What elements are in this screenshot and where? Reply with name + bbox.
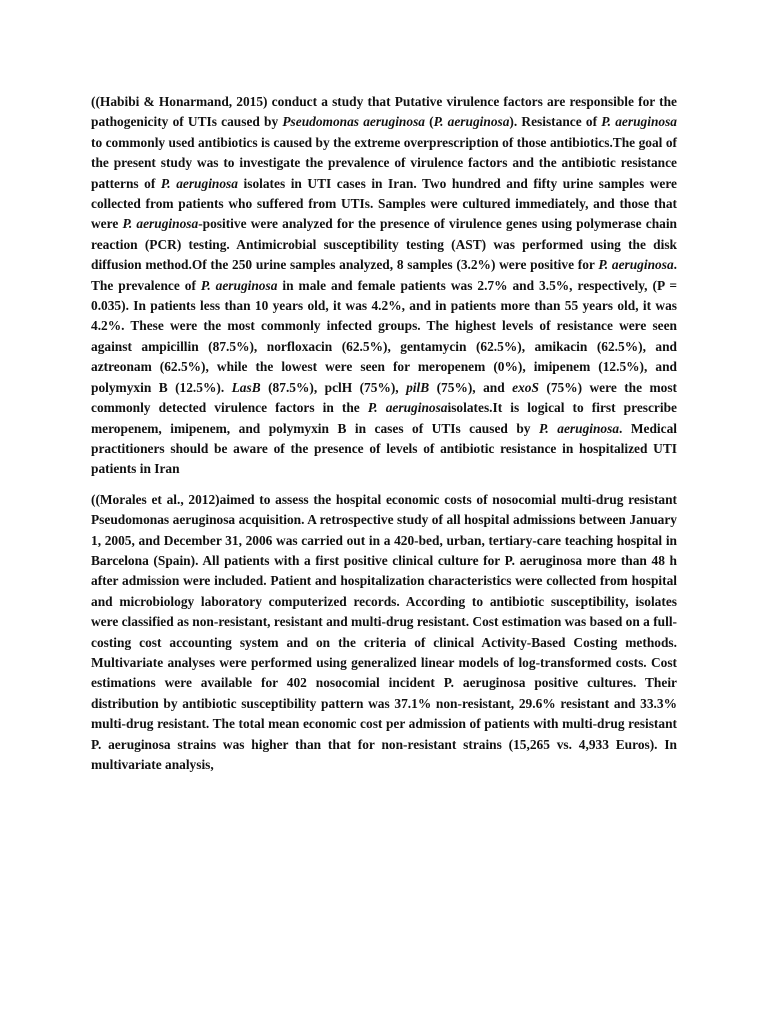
italic-text-run: exoS xyxy=(512,379,539,395)
italic-text-run: P. aeruginosa xyxy=(433,114,510,130)
italic-text-run: P. aeruginosa xyxy=(598,257,674,273)
text-run: (75%), and xyxy=(429,379,513,395)
italic-text-run: P. aeruginosa xyxy=(601,114,677,130)
text-run: to commonly used antibiotics is caused by the extreme overprescription of those antibiotics.The goal of the present study was to investigate the prevalence of virulence factors and the antibiotic resistance patterns of xyxy=(91,114,681,191)
text-run: isolates in UTI cases in Iran. Two hundred and fifty urine samples were collected from patients who suffered from UTIs. Samples were cultured immediately, and those that were xyxy=(91,175,681,232)
text-run: . The prevalence of xyxy=(91,257,681,293)
text-run: ((Morales et al., 2012)aimed to assess the hospital economic costs of nosocomial multi-drug resistant Pseudomonas aeruginosa acquisition. A retrospective study of all hospital admissions between January 1, 2005, and December 31, 2006 was carried out in a 420-bed, urban, tertiary-care teaching hospital in Barcelona (Spain). All patients with a first positive clinical culture for P. aeruginosa more than 48 h after admission were included. Patient and hospitalization characteristics were collected from hospital and microbiology laboratory computerized records. According to antibiotic susceptibility, isolates were classified as non-resistant, resistant and multi-drug resistant. Cost estimation was based on a full-costing cost accounting system and on the criteria of clinical Activity-Based Costing methods. Multivariate analyses were performed using generalized linear models of log-transformed costs. Cost estimations were available for 402 nosocomial incident P. aeruginosa positive cultures. Their distribution by antibiotic susceptibility pattern was 37.1% non-resistant, 29.6% resistant and 33.3% multi-drug resistant. The total mean economic cost per admission of patients with multi-drug resistant P. aeruginosa strains was higher than that for non-resistant strains (15,265 vs. 4,933 Euros). In multivariate analysis, xyxy=(91,491,681,772)
document-body xyxy=(91,92,681,785)
italic-text-run: P. aeruginosa xyxy=(200,277,278,293)
text-run: ((Habibi & Honarmand, 2015) conduct a study that Putative virulence factors are responsible for the pathogenicity of UTIs caused by xyxy=(91,94,681,130)
italic-text-run: P. aeruginosa xyxy=(122,216,199,232)
italic-text-run: P. aeruginosa xyxy=(538,420,620,436)
italic-text-run: P. aeruginosa xyxy=(160,175,238,191)
italic-text-run: P. aeruginosa xyxy=(367,400,448,416)
text-run: in male and female patients was 2.7% and 3.5%, respectively, (P = 0.035). In patients less than 10 years old, it was 4.2%, and in patients more than 55 years old, it was 4.2%. These were the most commonly infected groups. The highest levels of resistance were seen against ampicillin (87.5%), norfloxacin (62.5%), gentamycin (62.5%), amikacin (62.5%), and aztreonam (62.5%), while the lowest were seen for meropenem (0%), imipenem (12.5%), and polymyxin B (12.5%). xyxy=(91,277,681,395)
text-run: . Medical practitioners should be aware of the presence of levels of antibiotic resistance in hospitalized UTI patients in Iran xyxy=(91,420,681,477)
italic-text-run: Pseudomonas aeruginosa xyxy=(282,114,425,130)
text-run: (87.5%), pclH (75%), xyxy=(260,379,407,395)
italic-text-run: LasB xyxy=(231,379,261,395)
italic-text-run: pilB xyxy=(406,379,430,395)
text-run: ). Resistance of xyxy=(509,114,602,130)
paragraph-habibi-2015 xyxy=(91,92,681,480)
paragraph-morales-2012 xyxy=(91,490,681,776)
text-run: -positive were analyzed for the presence of virulence genes using polymerase chain reaction (PCR) testing. Antimicrobial susceptibility testing (AST) was performed using the disk diffusion method.Of the 250 urine samples analyzed, 8 samples (3.2%) were positive for xyxy=(91,216,681,273)
text-run: ( xyxy=(424,114,434,130)
text-run: isolates.It is logical to first prescribe meropenem, imipenem, and polymyxin B in cases of UTIs caused by xyxy=(91,400,681,436)
text-run: (75%) were the most commonly detected virulence factors in the xyxy=(91,379,681,416)
